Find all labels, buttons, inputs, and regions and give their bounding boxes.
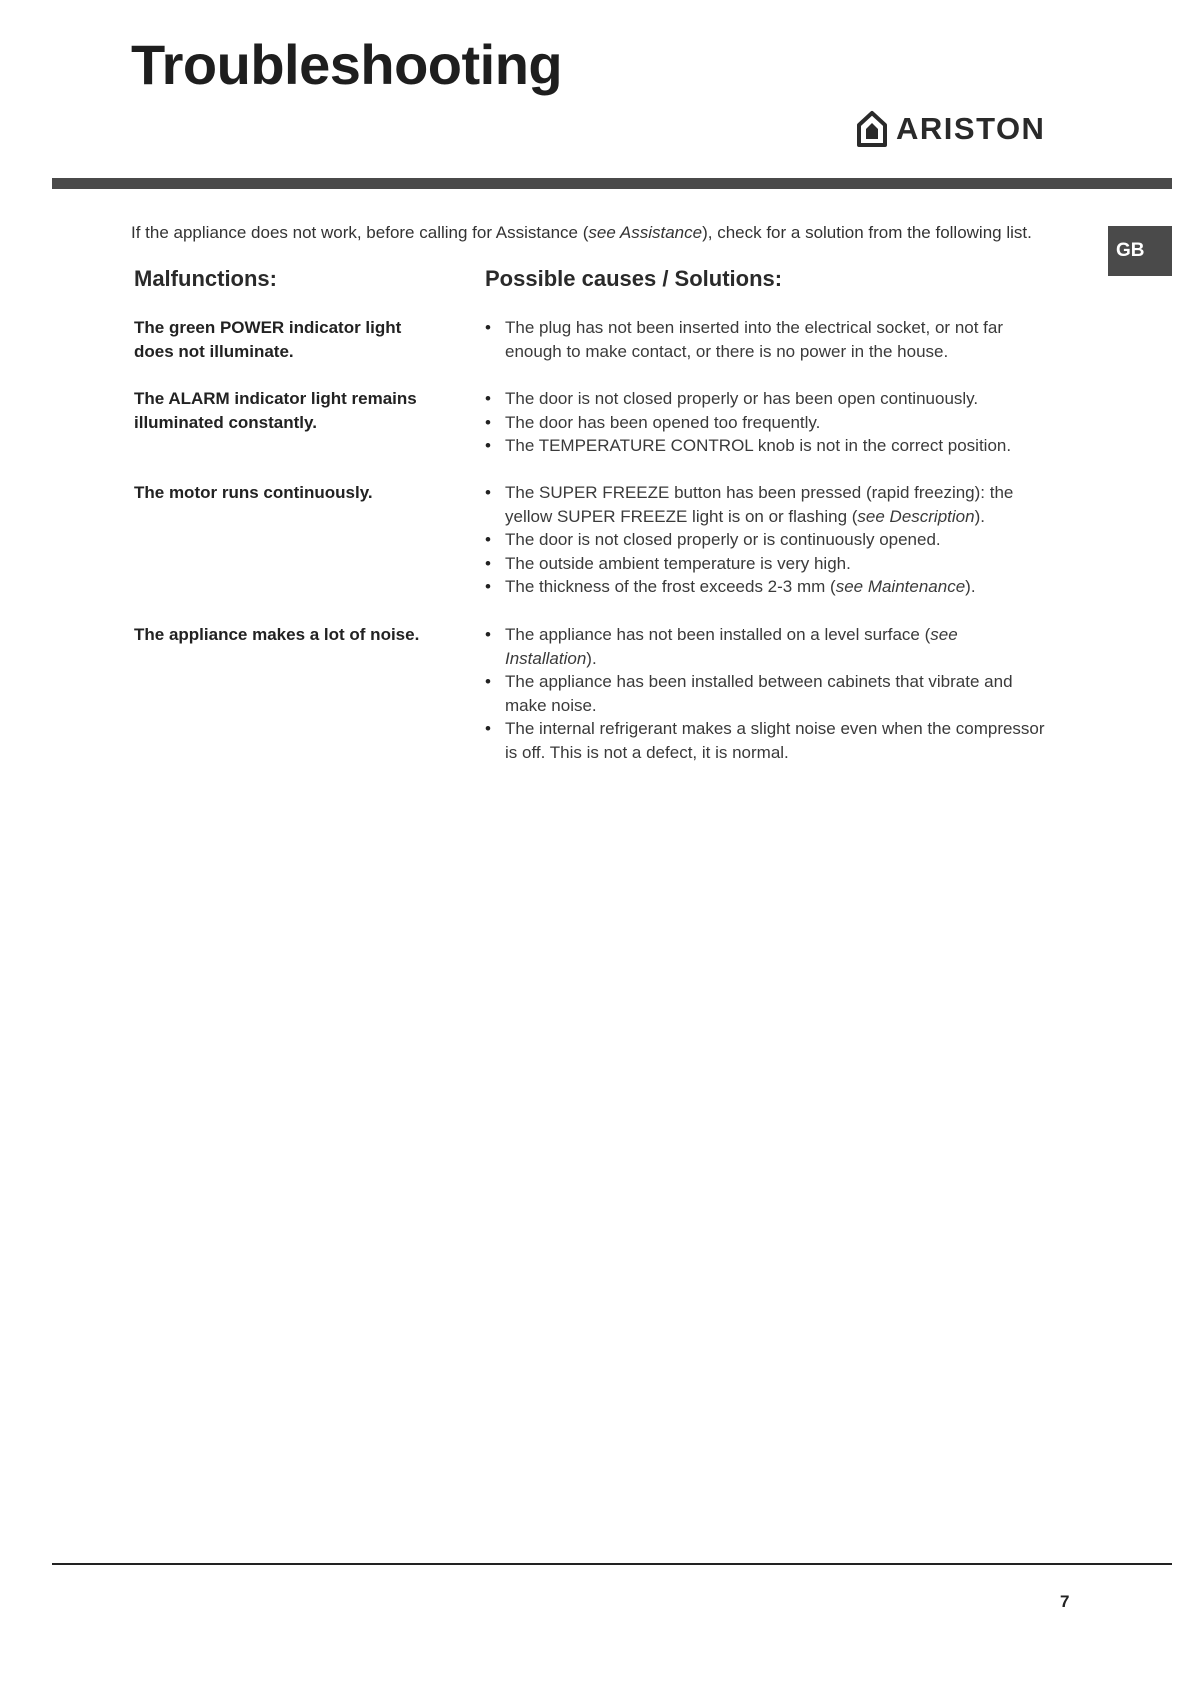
cause-text: make noise.: [505, 695, 597, 715]
bullet-icon: •: [485, 436, 491, 456]
intro-link-see-assistance: see Assistance: [588, 223, 703, 242]
cause-text: enough to make contact, or there is no power in the house.: [505, 341, 949, 361]
language-tab: GB: [1108, 226, 1172, 276]
cause-line: [505, 647, 1083, 671]
cause-text: The SUPER FREEZE button has been pressed (rapid freezing): the: [505, 483, 1014, 502]
brand-name: ARISTON: [896, 111, 1046, 146]
cause-item: [483, 623, 1083, 670]
bullet-icon: •: [485, 577, 491, 597]
cause-text: The door has been opened too frequently.: [505, 412, 821, 432]
page-title: Troubleshooting: [131, 33, 563, 96]
bullet-icon: •: [485, 719, 491, 739]
malfunction-line: The ALARM indicator light remains: [134, 389, 417, 408]
cause-line: [505, 340, 1083, 364]
malfunction-line: The appliance makes a lot of noise.: [134, 625, 420, 644]
page-number: 7: [1060, 1592, 1070, 1611]
cause-line: [505, 481, 1083, 505]
cause-text: The plug has not been inserted into the electrical socket, or not far: [505, 318, 1004, 337]
intro-before: If the appliance does not work, before calling for Assistance (: [131, 223, 589, 242]
cause-item: [483, 717, 1083, 764]
causes-list: [483, 623, 1083, 765]
cross-reference: see: [930, 625, 958, 644]
cross-reference: see Maintenance: [835, 577, 966, 597]
cause-line: [505, 623, 1083, 647]
malfunction-line: does not illuminate.: [134, 342, 294, 361]
cause-text: The appliance has not been installed on a level surface (: [505, 625, 931, 644]
cause-item: [483, 434, 1083, 458]
cause-line: [505, 528, 1083, 552]
malfunctions-heading: Malfunctions:: [134, 266, 277, 291]
cause-text: The internal refrigerant makes a slight noise even when the compressor: [505, 719, 1045, 739]
cause-text: ).: [974, 506, 985, 526]
cause-item: [483, 670, 1083, 717]
bullet-icon: •: [485, 530, 491, 550]
bullet-icon: •: [485, 412, 491, 432]
cause-line: [505, 741, 1083, 765]
house-logo-icon: [856, 110, 888, 148]
malfunction-text: [134, 387, 464, 435]
causes-list: [483, 481, 1083, 599]
cause-text: The door is not closed properly or is continuously opened.: [505, 530, 941, 550]
header-divider: [52, 178, 1172, 189]
cause-text: ).: [965, 577, 976, 597]
footer-divider: [52, 1563, 1172, 1565]
intro-text: [131, 223, 1091, 243]
cause-text: The door is not closed properly or has been open continuously.: [505, 389, 979, 408]
malfunction-text: [134, 316, 464, 364]
bullet-icon: •: [485, 625, 491, 644]
bullet-icon: •: [485, 318, 491, 337]
bullet-icon: •: [485, 483, 491, 502]
cause-line: [505, 552, 1083, 576]
bullet-icon: •: [485, 672, 491, 692]
malfunction-line: The motor runs continuously.: [134, 483, 373, 502]
malfunction-text: [134, 623, 464, 647]
bullet-icon: •: [485, 553, 491, 573]
cause-line: [505, 411, 1083, 435]
cause-item: [483, 387, 1083, 411]
cause-item: [483, 528, 1083, 552]
cause-item: [483, 411, 1083, 435]
cause-text: yellow SUPER FREEZE light is on or flashing (: [505, 506, 858, 526]
causes-list: [483, 387, 1083, 458]
cause-line: [505, 694, 1083, 718]
cause-item: [483, 552, 1083, 576]
brand-logo: [856, 110, 1045, 148]
cause-line: [505, 316, 1083, 340]
cross-reference: Installation: [505, 648, 587, 668]
causes-list: [483, 316, 1083, 363]
cause-item: [483, 575, 1083, 599]
cause-line: [505, 505, 1083, 529]
malfunction-line: The green POWER indicator light: [134, 318, 402, 337]
cause-line: [505, 717, 1083, 741]
malfunction-text: [134, 481, 464, 505]
cause-text: The outside ambient temperature is very high.: [505, 553, 851, 573]
causes-heading: Possible causes / Solutions:: [485, 266, 783, 291]
intro-after: ), check for a solution from the following list.: [702, 223, 1032, 242]
cause-text: The thickness of the frost exceeds 2-3 mm (: [505, 577, 836, 597]
cause-line: [505, 670, 1083, 694]
cause-line: [505, 434, 1083, 458]
cause-line: [505, 387, 1083, 411]
malfunction-line: illuminated constantly.: [134, 413, 317, 432]
cause-line: [505, 575, 1083, 599]
cause-text: The TEMPERATURE CONTROL knob is not in the correct position.: [505, 436, 1012, 456]
cause-item: [483, 481, 1083, 528]
cause-text: is off. This is not a defect, it is normal.: [505, 742, 789, 762]
cause-item: [483, 316, 1083, 363]
cause-text: ).: [586, 648, 597, 668]
bullet-icon: •: [485, 389, 491, 408]
cause-text: The appliance has been installed between cabinets that vibrate and: [505, 672, 1013, 692]
cross-reference: see Description: [857, 506, 975, 526]
